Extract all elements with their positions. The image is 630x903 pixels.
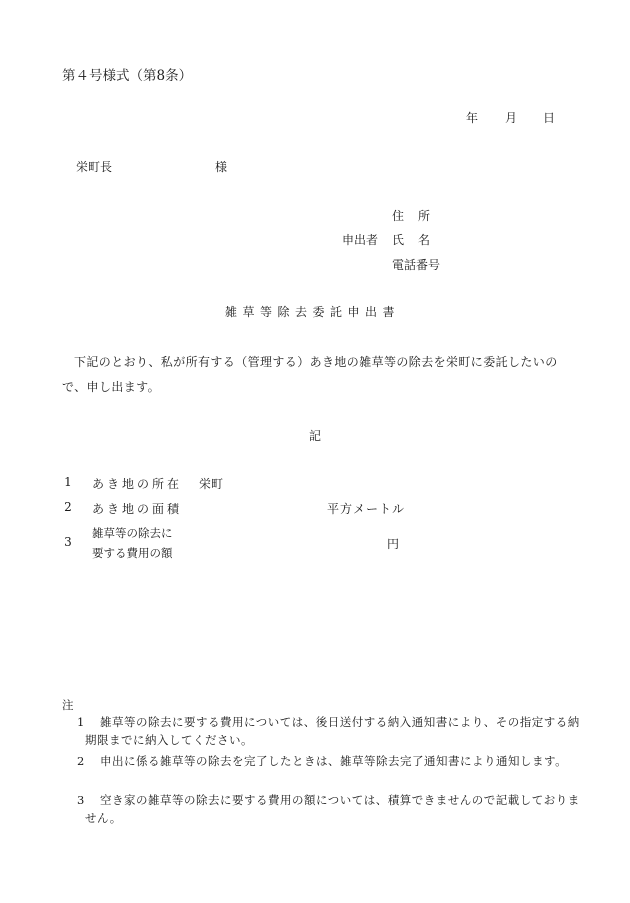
addressee-honorific: 様 [215,160,228,174]
item-number: 2 [64,500,72,514]
note-item [77,791,581,827]
note-item [77,713,581,749]
document-title: 雑草等除去委託申出書 [225,305,401,319]
note-text: 申出に係る雑草等の除去を完了したときは、雑草等除去完了通知書により通知します。 [100,754,568,768]
item-label-cost-line1: 雑草等の除去に [92,526,173,540]
note-number: 1 [77,715,85,729]
note-number: 2 [77,754,85,768]
item-value-location: 栄町 [199,477,224,491]
note-number: 3 [77,793,85,807]
applicant-name-label: 氏名 [392,233,445,247]
item-label-cost-line2: 要する費用の額 [92,546,173,560]
item-label-location: あき地の所在 [92,477,183,491]
item-unit-cost: 円 [387,537,400,551]
addressee-mayor: 栄町長 [76,160,113,174]
note-text: 空き家の雑草等の除去に要する費用の額については、積算できませんので記載しておりません。 [85,793,580,825]
item-number: 3 [64,535,72,549]
applicant-phone-label: 電話番号 [392,258,441,272]
date-year-label: 年 [466,111,479,125]
applicant-address-label: 住所 [392,209,445,223]
note-item [77,752,581,770]
date-month-label: 月 [505,111,518,125]
item-unit-area: 平方メートル [327,502,406,516]
form-number: 第４号様式（第8条） [62,68,193,84]
applicant-label: 申出者 [342,233,379,247]
notes-heading: 注 [62,698,74,712]
ki-heading: 記 [309,429,322,443]
item-label-area: あき地の面積 [92,502,183,516]
date-day-label: 日 [543,111,556,125]
body-text: 下記のとおり、私が所有する（管理する）あき地の雑草等の除去を栄町に委託したいので、申し出ます。 [62,355,558,394]
note-text: 雑草等の除去に要する費用については、後日送付する納入通知書により、その指定する納期限までに納入してください。 [85,715,580,747]
item-number: 1 [64,475,72,489]
